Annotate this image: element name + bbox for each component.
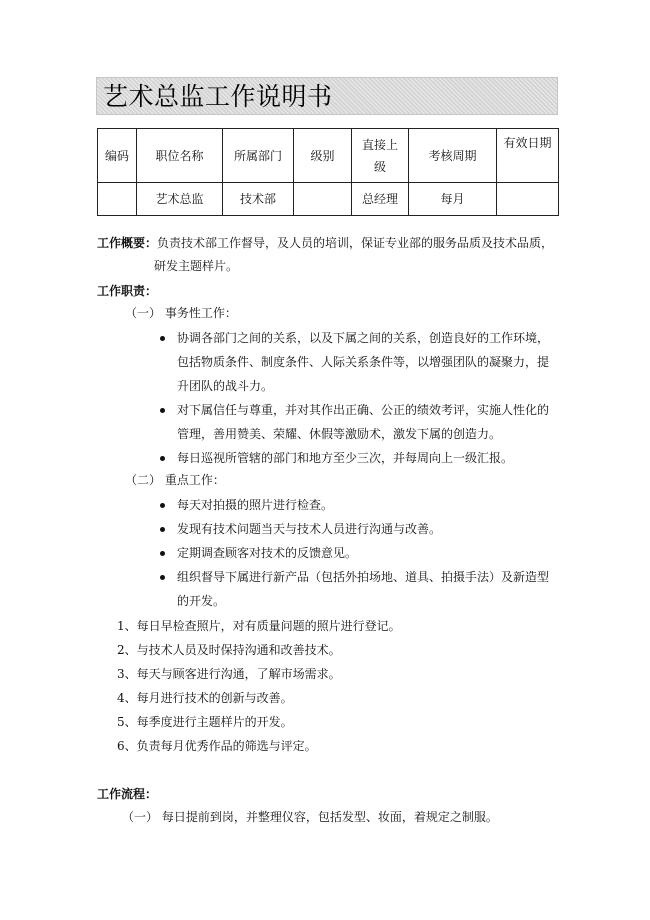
bullet-dot-icon [160, 408, 165, 413]
list-item [160, 517, 560, 541]
numbered-duties [117, 614, 401, 758]
header-direct-superior-line2: 级 [373, 159, 386, 174]
summary-line1: 负责技术部工作督导，及人员的培训，保证专业部的服务品质及技术品质， [157, 236, 554, 250]
numbered-item: 3、每天与顾客进行沟通，了解市场需求。 [117, 667, 341, 681]
list-item [160, 541, 560, 565]
cell-effective-date [497, 183, 559, 216]
bullet-line: 协调各部门之间的关系，以及下属之间的关系，创造良好的工作环境， [177, 331, 550, 345]
section-1-title: （一） 事务性工作： [125, 306, 237, 320]
bullet-dot-icon [160, 456, 165, 461]
bullet-line: 管理，善用赞美、荣耀、休假等激励术，激发下属的创造力。 [177, 427, 502, 441]
duties-label: 工作职责： [97, 284, 158, 298]
cell-direct-superior: 总经理 [352, 183, 409, 216]
numbered-item: 1、每日早检查照片，对有质量问题的照片进行登记。 [117, 619, 401, 633]
cell-review-cycle: 每月 [409, 183, 497, 216]
list-item [160, 446, 560, 470]
header-department: 所属部门 [223, 129, 294, 183]
bullet-line: 的开发。 [177, 594, 226, 608]
header-level: 级别 [294, 129, 352, 183]
header-position-name: 职位名称 [137, 129, 223, 183]
bullet-dot-icon [160, 336, 165, 341]
cell-code [98, 183, 137, 216]
list-item [160, 565, 560, 613]
header-direct-superior-line1: 直接上 [361, 137, 398, 152]
summary-line2: 研发主题样片。 [154, 259, 239, 273]
position-info-table [97, 128, 559, 216]
bullet-line: 定期调查顾客对技术的反馈意见。 [177, 546, 358, 560]
bullet-line: 升团队的战斗力。 [177, 379, 274, 393]
table-row [98, 183, 559, 216]
header-review-cycle: 考核周期 [409, 129, 497, 183]
document-title: 艺术总监工作说明书 [103, 82, 333, 111]
workflow-label: 工作流程： [97, 787, 158, 801]
bullet-line: 包括物质条件、制度条件、人际关系条件等，以增强团队的凝聚力，提 [177, 355, 550, 369]
bullet-dot-icon [160, 575, 165, 580]
section-1-bullets [160, 326, 560, 470]
section-2-bullets [160, 493, 560, 613]
list-item [160, 398, 560, 446]
header-effective-date: 有效日期 [497, 129, 559, 183]
bullet-line: 每天对拍摄的照片进行检查。 [177, 498, 334, 512]
workflow-item-1: （一） 每日提前到岗，并整理仪容，包括发型、妆面，着规定之制服。 [122, 810, 498, 824]
title-banner [96, 77, 558, 115]
numbered-item: 4、每月进行技术的创新与改善。 [117, 691, 293, 705]
summary-label: 工作概要： [97, 236, 158, 250]
numbered-item: 5、每季度进行主题样片的开发。 [117, 715, 293, 729]
section-2-title: （二） 重点工作： [125, 473, 225, 487]
job-summary [97, 232, 567, 278]
bullet-dot-icon [160, 503, 165, 508]
cell-department: 技术部 [223, 183, 294, 216]
cell-level [294, 183, 352, 216]
bullet-line: 组织督导下属进行新产品（包括外拍场地、道具、拍摄手法）及新造型 [177, 570, 550, 584]
list-item [160, 326, 560, 398]
bullet-line: 对下属信任与尊重，并对其作出正确、公正的绩效考评，实施人性化的 [177, 403, 550, 417]
bullet-line: 发现有技术问题当天与技术人员进行沟通与改善。 [177, 522, 442, 536]
bullet-dot-icon [160, 527, 165, 532]
header-direct-superior [352, 129, 409, 183]
cell-position-name: 艺术总监 [137, 183, 223, 216]
numbered-item: 2、与技术人员及时保持沟通和改善技术。 [117, 643, 341, 657]
bullet-line: 每日巡视所管辖的部门和地方至少三次，并每周向上一级汇报。 [177, 451, 514, 465]
list-item [160, 493, 560, 517]
numbered-item: 6、负责每月优秀作品的筛选与评定。 [117, 739, 317, 753]
table-header-row [98, 129, 559, 183]
bullet-dot-icon [160, 551, 165, 556]
header-code: 编码 [98, 129, 137, 183]
